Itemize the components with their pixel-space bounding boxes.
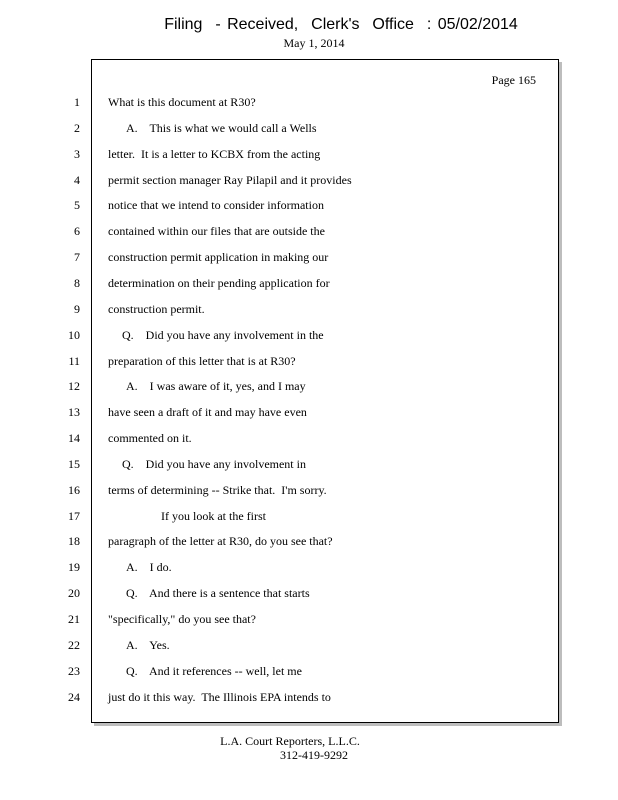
transcript-line: "specifically," do you see that?	[108, 612, 256, 626]
transcript-line: commented on it.	[108, 431, 192, 445]
transcript-line: terms of determining -- Strike that. I'm sorry.	[108, 483, 327, 497]
line-number: 3	[74, 147, 80, 161]
transcript-line: A. This is what we would call a Wells	[126, 121, 317, 135]
transcript-line: just do it this way. The Illinois EPA intends to	[108, 690, 331, 704]
line-number: 24	[68, 690, 80, 704]
transcript-line: permit section manager Ray Pilapil and it provides	[108, 173, 352, 187]
transcript-line: A. I do.	[126, 560, 172, 574]
line-number: 18	[68, 534, 80, 548]
line-number: 21	[68, 612, 80, 626]
line-number: 5	[74, 198, 80, 212]
reporter-phone: 312-419-9292	[280, 748, 348, 762]
line-number: 17	[68, 509, 80, 523]
line-number: 14	[68, 431, 80, 445]
transcript-line: have seen a draft of it and may have even	[108, 405, 307, 419]
line-number: 8	[74, 276, 80, 290]
transcript-line: notice that we intend to consider information	[108, 198, 324, 212]
line-number: 13	[68, 405, 80, 419]
line-number: 12	[68, 379, 80, 393]
line-number: 7	[74, 250, 80, 264]
transcript-line: Q. And there is a sentence that starts	[126, 586, 310, 600]
document-date: May 1, 2014	[283, 36, 345, 50]
transcript-line: construction permit application in making our	[108, 250, 329, 264]
line-number: 19	[68, 560, 80, 574]
line-number: 2	[74, 121, 80, 135]
line-number: 1	[74, 95, 80, 109]
line-number: 4	[74, 173, 80, 187]
transcript-line: What is this document at R30?	[108, 95, 256, 109]
filing-stamp: Filing - Received, Clerk's Office : 05/02/2014	[164, 16, 518, 33]
transcript-line: paragraph of the letter at R30, do you see that?	[108, 534, 333, 548]
page-number: Page 165	[491, 73, 536, 87]
transcript-line: A. I was aware of it, yes, and I may	[126, 379, 306, 393]
transcript-line: Q. Did you have any involvement in	[122, 457, 306, 471]
line-number: 15	[68, 457, 80, 471]
line-number: 20	[68, 586, 80, 600]
line-number: 9	[74, 302, 80, 316]
transcript-line: preparation of this letter that is at R30?	[108, 354, 296, 368]
transcript-line: letter. It is a letter to KCBX from the acting	[108, 147, 321, 161]
transcript-line: determination on their pending application for	[108, 276, 330, 290]
reporter-company: L.A. Court Reporters, L.L.C.	[220, 734, 360, 748]
line-number: 10	[68, 328, 80, 342]
transcript-line: A. Yes.	[126, 638, 170, 652]
line-number: 6	[74, 224, 80, 238]
transcript-line: If you look at the first	[161, 509, 266, 523]
line-number: 16	[68, 483, 80, 497]
transcript-line: contained within our files that are outside the	[108, 224, 325, 238]
line-number: 22	[68, 638, 80, 652]
transcript-line: Q. Did you have any involvement in the	[122, 328, 324, 342]
transcript-line: construction permit.	[108, 302, 205, 316]
transcript-line: Q. And it references -- well, let me	[126, 664, 302, 678]
line-number: 11	[68, 354, 80, 368]
line-number: 23	[68, 664, 80, 678]
